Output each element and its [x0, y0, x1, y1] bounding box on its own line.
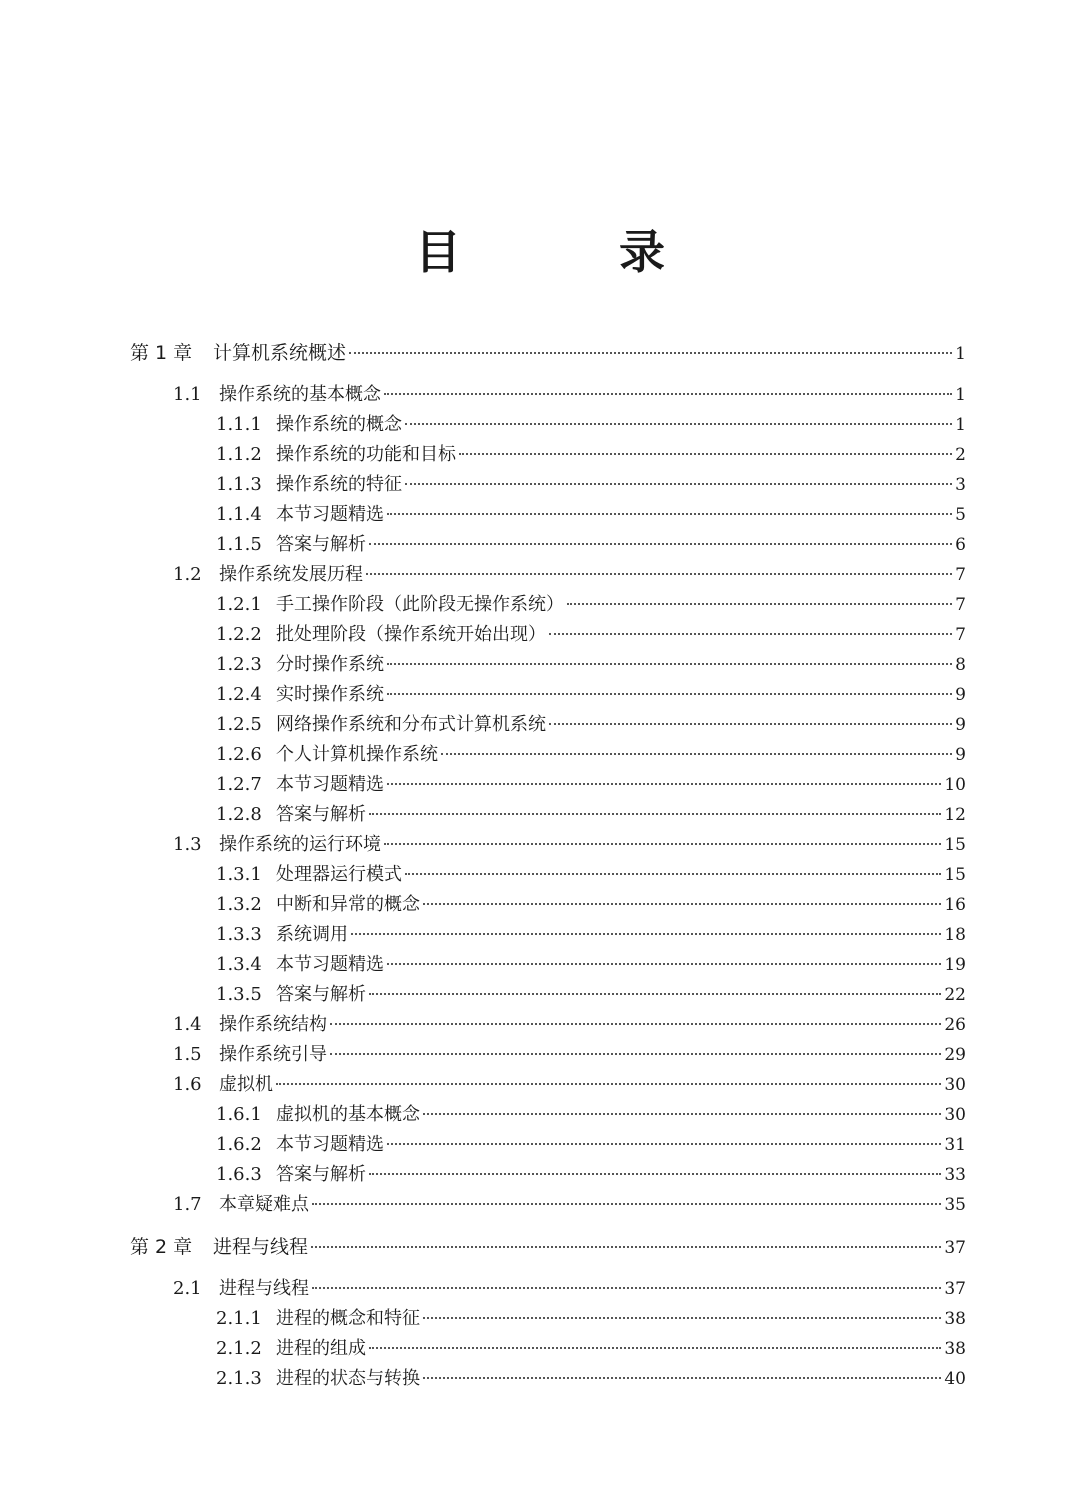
toc-entry-page-number: 30 [944, 1105, 966, 1125]
dot-leader [459, 452, 952, 455]
toc-entry-number: 1.7 [173, 1194, 202, 1215]
toc-section-entry[interactable] [173, 1277, 966, 1301]
dot-leader [330, 1022, 941, 1025]
toc-entry-title: 虚拟机的基本概念 [276, 1104, 420, 1125]
dot-leader [567, 602, 952, 605]
toc-subsection-entry[interactable] [216, 953, 966, 977]
toc-subsection-entry[interactable] [216, 443, 966, 467]
toc-entry-number: 第 1 章 [130, 342, 193, 364]
toc-entry-page-number: 38 [944, 1309, 966, 1329]
dot-leader [349, 351, 952, 354]
toc-entry-title: 答案与解析 [276, 1164, 366, 1185]
toc-entry-title: 本节习题精选 [276, 774, 384, 795]
dot-leader [423, 1376, 941, 1379]
toc-entry-number: 1.2.2 [216, 624, 262, 645]
toc-chapter-entry[interactable] [130, 1235, 966, 1260]
dot-leader [423, 1112, 941, 1115]
toc-entry-title: 操作系统的运行环境 [219, 834, 381, 855]
toc-entry-title: 答案与解析 [276, 984, 366, 1005]
dot-leader [312, 1286, 941, 1289]
toc-entry-number: 1.6.1 [216, 1104, 262, 1125]
toc-entry-page-number: 35 [944, 1195, 966, 1215]
dot-leader [387, 962, 941, 965]
toc-entry-title: 操作系统的概念 [276, 414, 402, 435]
toc-subsection-entry[interactable] [216, 1337, 966, 1361]
toc-entry-number: 1.1.3 [216, 474, 262, 495]
toc-entry-page-number: 2 [955, 445, 966, 465]
toc-subsection-entry[interactable] [216, 1133, 966, 1157]
toc-entry-page-number: 1 [955, 385, 966, 405]
toc-entry-title: 进程的组成 [276, 1338, 366, 1359]
toc-subsection-entry[interactable] [216, 773, 966, 797]
page-title: 目 录 [415, 225, 721, 279]
toc-entry-title: 个人计算机操作系统 [276, 744, 438, 765]
dot-leader [423, 1316, 941, 1319]
dot-leader [549, 722, 952, 725]
toc-entry-title: 答案与解析 [276, 804, 366, 825]
toc-entry-page-number: 15 [944, 865, 966, 885]
dot-leader [369, 812, 941, 815]
toc-entry-page-number: 5 [955, 505, 966, 525]
toc-entry-number: 1.1 [173, 384, 202, 405]
toc-entry-page-number: 1 [955, 344, 966, 364]
toc-subsection-entry[interactable] [216, 1307, 966, 1331]
toc-entry-title: 操作系统引导 [219, 1044, 327, 1065]
toc-entry-page-number: 12 [944, 805, 966, 825]
toc-entry-title: 网络操作系统和分布式计算机系统 [276, 714, 546, 735]
toc-entry-page-number: 1 [955, 415, 966, 435]
toc-entry-number: 1.2.3 [216, 654, 262, 675]
toc-entry-title: 虚拟机 [219, 1074, 273, 1095]
toc-section-entry[interactable] [173, 563, 966, 587]
toc-subsection-entry[interactable] [216, 1163, 966, 1187]
dot-leader [351, 932, 941, 935]
toc-entry-number: 1.4 [173, 1014, 202, 1035]
toc-subsection-entry[interactable] [216, 743, 966, 767]
toc-entry-number: 1.5 [173, 1044, 202, 1065]
toc-entry-page-number: 31 [944, 1135, 966, 1155]
toc-entry-title: 实时操作系统 [276, 684, 384, 705]
toc-entry-number: 1.6.2 [216, 1134, 262, 1155]
toc-subsection-entry[interactable] [216, 863, 966, 887]
dot-leader [369, 1346, 941, 1349]
toc-entry-number: 1.3.2 [216, 894, 262, 915]
toc-entry-title: 进程与线程 [213, 1236, 309, 1258]
toc-subsection-entry[interactable] [216, 593, 966, 617]
toc-entry-title: 系统调用 [276, 924, 348, 945]
toc-subsection-entry[interactable] [216, 983, 966, 1007]
toc-entry-page-number: 26 [944, 1015, 966, 1035]
toc-entry-number: 1.2.6 [216, 744, 262, 765]
toc-entry-number: 2.1.1 [216, 1308, 262, 1329]
dot-leader [405, 482, 952, 485]
dot-leader [405, 872, 941, 875]
dot-leader [384, 392, 952, 395]
dot-leader [387, 662, 952, 665]
toc-subsection-entry[interactable] [216, 713, 966, 737]
toc-entry-page-number: 19 [944, 955, 966, 975]
toc-entry-number: 1.3.3 [216, 924, 262, 945]
toc-entry-number: 1.1.2 [216, 444, 262, 465]
dot-leader [387, 1142, 941, 1145]
dot-leader [387, 692, 952, 695]
dot-leader [366, 572, 952, 575]
toc-chapter-entry[interactable] [130, 341, 966, 366]
toc-section-entry[interactable] [173, 1073, 966, 1097]
toc-entry-number: 2.1 [173, 1278, 202, 1299]
toc-entry-number: 1.3.1 [216, 864, 262, 885]
dot-leader [330, 1052, 941, 1055]
dot-leader [369, 542, 952, 545]
toc-entry-page-number: 9 [955, 745, 966, 765]
toc-subsection-entry[interactable] [216, 1367, 966, 1391]
toc-entry-number: 1.3 [173, 834, 202, 855]
dot-leader [312, 1202, 941, 1205]
toc-entry-page-number: 38 [944, 1339, 966, 1359]
toc-section-entry[interactable] [173, 833, 966, 857]
toc-entry-title: 操作系统的基本概念 [219, 384, 381, 405]
toc-entry-title: 处理器运行模式 [276, 864, 402, 885]
dot-leader [369, 992, 941, 995]
toc-section-entry[interactable] [173, 1193, 966, 1217]
toc-entry-number: 1.2 [173, 564, 202, 585]
toc-entry-number: 1.1.1 [216, 414, 262, 435]
dot-leader [387, 512, 952, 515]
dot-leader [405, 422, 952, 425]
toc-entry-number: 1.2.1 [216, 594, 262, 615]
toc-entry-title: 答案与解析 [276, 534, 366, 555]
toc-entry-page-number: 16 [944, 895, 966, 915]
dot-leader [387, 782, 941, 785]
toc-entry-number: 第 2 章 [130, 1236, 193, 1258]
toc-entry-number: 1.2.5 [216, 714, 262, 735]
toc-subsection-entry[interactable] [216, 413, 966, 437]
toc-entry-title: 批处理阶段（操作系统开始出现） [276, 624, 546, 645]
toc-subsection-entry[interactable] [216, 533, 966, 557]
toc-entry-number: 1.6.3 [216, 1164, 262, 1185]
toc-entry-number: 1.1.4 [216, 504, 262, 525]
dot-leader [311, 1245, 941, 1248]
toc-entry-page-number: 9 [955, 715, 966, 735]
toc-entry-page-number: 7 [955, 565, 966, 585]
toc-entry-number: 1.2.7 [216, 774, 262, 795]
toc-entry-page-number: 8 [955, 655, 966, 675]
toc-entry-number: 1.6 [173, 1074, 202, 1095]
toc-section-entry[interactable] [173, 383, 966, 407]
toc-entry-title: 中断和异常的概念 [276, 894, 420, 915]
toc-entry-title: 操作系统的功能和目标 [276, 444, 456, 465]
toc-entry-number: 1.2.4 [216, 684, 262, 705]
toc-entry-page-number: 37 [944, 1279, 966, 1299]
toc-subsection-entry[interactable] [216, 653, 966, 677]
toc-entry-page-number: 15 [944, 835, 966, 855]
toc-entry-title: 进程的概念和特征 [276, 1308, 420, 1329]
toc-entry-page-number: 3 [955, 475, 966, 495]
toc-subsection-entry[interactable] [216, 1103, 966, 1127]
toc-entry-title: 分时操作系统 [276, 654, 384, 675]
toc-subsection-entry[interactable] [216, 803, 966, 827]
toc-entry-page-number: 10 [944, 775, 966, 795]
toc-section-entry[interactable] [173, 1013, 966, 1037]
toc-entry-title: 操作系统的特征 [276, 474, 402, 495]
toc-entry-number: 2.1.3 [216, 1368, 262, 1389]
toc-entry-title: 进程的状态与转换 [276, 1368, 420, 1389]
toc-entry-page-number: 29 [944, 1045, 966, 1065]
dot-leader [369, 1172, 941, 1175]
toc-subsection-entry[interactable] [216, 623, 966, 647]
toc-entry-title: 本章疑难点 [219, 1194, 309, 1215]
toc-entry-title: 本节习题精选 [276, 1134, 384, 1155]
toc-subsection-entry[interactable] [216, 683, 966, 707]
toc-entry-number: 1.3.5 [216, 984, 262, 1005]
dot-leader [549, 632, 952, 635]
toc-entry-page-number: 37 [944, 1238, 966, 1258]
toc-entry-number: 1.2.8 [216, 804, 262, 825]
toc-section-entry[interactable] [173, 1043, 966, 1067]
toc-entry-page-number: 40 [944, 1369, 966, 1389]
toc-entry-title: 手工操作阶段（此阶段无操作系统） [276, 594, 564, 615]
toc-entry-page-number: 7 [955, 625, 966, 645]
toc-entry-page-number: 22 [944, 985, 966, 1005]
toc-subsection-entry[interactable] [216, 923, 966, 947]
toc-entry-page-number: 30 [944, 1075, 966, 1095]
dot-leader [384, 842, 941, 845]
toc-entry-number: 1.3.4 [216, 954, 262, 975]
toc-entry-number: 2.1.2 [216, 1338, 262, 1359]
dot-leader [441, 752, 952, 755]
toc-entry-title: 进程与线程 [219, 1278, 309, 1299]
toc-entry-page-number: 18 [944, 925, 966, 945]
toc-entry-title: 本节习题精选 [276, 504, 384, 525]
toc-entry-page-number: 6 [955, 535, 966, 555]
dot-leader [276, 1082, 941, 1085]
toc-entry-number: 1.1.5 [216, 534, 262, 555]
dot-leader [423, 902, 941, 905]
toc-entry-title: 操作系统发展历程 [219, 564, 363, 585]
toc-entry-page-number: 33 [944, 1165, 966, 1185]
toc-subsection-entry[interactable] [216, 893, 966, 917]
toc-entry-page-number: 9 [955, 685, 966, 705]
toc-entry-title: 计算机系统概述 [213, 342, 347, 364]
toc-subsection-entry[interactable] [216, 503, 966, 527]
toc-subsection-entry[interactable] [216, 473, 966, 497]
toc-entry-page-number: 7 [955, 595, 966, 615]
toc-entry-title: 本节习题精选 [276, 954, 384, 975]
toc-entry-title: 操作系统结构 [219, 1014, 327, 1035]
